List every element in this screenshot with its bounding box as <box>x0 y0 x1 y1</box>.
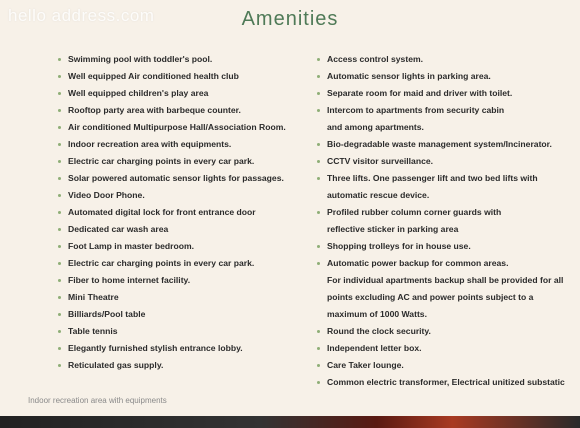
bullet-icon <box>58 296 61 299</box>
bullet-icon <box>58 126 61 129</box>
bullet-icon <box>58 177 61 180</box>
bullet-icon <box>58 58 61 61</box>
list-item: Three lifts. One passenger lift and two bed lifts with <box>315 170 580 187</box>
list-item: Table tennis <box>56 323 306 340</box>
list-item: Reticulated gas supply. <box>56 357 306 374</box>
image-caption: Indoor recreation area with equipments <box>28 396 167 405</box>
bullet-icon <box>317 58 320 61</box>
list-item: Rooftop party area with barbeque counter. <box>56 102 306 119</box>
bullet-icon <box>58 313 61 316</box>
list-item: Solar powered automatic sensor lights for passages. <box>56 170 306 187</box>
list-item: Profiled rubber column corner guards with <box>315 204 580 221</box>
list-item: Automated digital lock for front entrance door <box>56 204 306 221</box>
bullet-icon <box>317 92 320 95</box>
bullet-icon <box>58 262 61 265</box>
bullet-icon <box>58 160 61 163</box>
list-item-continuation: For individual apartments backup shall be provided for all <box>327 275 564 285</box>
bullet-icon <box>317 245 320 248</box>
list-item: Bio-degradable waste management system/Incinerator. <box>315 136 580 153</box>
list-item: Common electric transformer, Electrical unitized substatic <box>315 374 580 391</box>
list-item: Well equipped Air conditioned health club <box>56 68 306 85</box>
bullet-icon <box>58 109 61 112</box>
bullet-icon <box>317 381 320 384</box>
bullet-icon <box>317 160 320 163</box>
bullet-icon <box>317 330 320 333</box>
list-item: Automatic power backup for common areas. <box>315 255 580 272</box>
page-title: Amenities <box>241 8 339 30</box>
list-item: Dedicated car wash area <box>56 221 306 238</box>
list-item: CCTV visitor surveillance. <box>315 153 580 170</box>
bullet-icon <box>58 211 61 214</box>
list-item-continuation: points excluding AC and power points subject to a <box>327 292 534 302</box>
list-item: Independent letter box. <box>315 340 580 357</box>
list-item: Care Taker lounge. <box>315 357 580 374</box>
bullet-icon <box>58 364 61 367</box>
list-item: Foot Lamp in master bedroom. <box>56 238 306 255</box>
bullet-icon <box>317 143 320 146</box>
bullet-icon <box>317 75 320 78</box>
list-item-continuation: maximum of 1000 Watts. <box>327 309 427 319</box>
bullet-icon <box>58 279 61 282</box>
list-item: Intercom to apartments from security cabin <box>315 102 580 119</box>
amenities-list-left <box>56 51 306 374</box>
bullet-icon <box>58 143 61 146</box>
list-item: Electric car charging points in every car park. <box>56 153 306 170</box>
list-item: Billiards/Pool table <box>56 306 306 323</box>
list-item-continuation: and among apartments. <box>327 122 424 132</box>
list-item-continuation: automatic rescue device. <box>327 190 430 200</box>
photo-strip <box>0 416 580 428</box>
bullet-icon <box>317 347 320 350</box>
bullet-icon <box>317 211 320 214</box>
bullet-icon <box>58 330 61 333</box>
list-item: Air conditioned Multipurpose Hall/Association Room. <box>56 119 306 136</box>
bullet-icon <box>58 92 61 95</box>
list-item: Indoor recreation area with equipments. <box>56 136 306 153</box>
list-item: Well equipped children's play area <box>56 85 306 102</box>
bullet-icon <box>58 228 61 231</box>
list-item-continuation: reflective sticker in parking area <box>327 224 459 234</box>
bullet-icon <box>58 245 61 248</box>
list-item: Elegantly furnished stylish entrance lobby. <box>56 340 306 357</box>
bullet-icon <box>317 364 320 367</box>
bullet-icon <box>317 262 320 265</box>
bullet-icon <box>58 75 61 78</box>
list-item: Access control system. <box>315 51 580 68</box>
list-item: Round the clock security. <box>315 323 580 340</box>
list-item: Mini Theatre <box>56 289 306 306</box>
list-item: Video Door Phone. <box>56 187 306 204</box>
bullet-icon <box>317 109 320 112</box>
list-item: Automatic sensor lights in parking area. <box>315 68 580 85</box>
watermark-logo: hello address.com <box>8 6 155 25</box>
bullet-icon <box>58 347 61 350</box>
list-item: Shopping trolleys for in house use. <box>315 238 580 255</box>
list-item: Swimming pool with toddler's pool. <box>56 51 306 68</box>
bullet-icon <box>58 194 61 197</box>
list-item: Fiber to home internet facility. <box>56 272 306 289</box>
bullet-icon <box>317 177 320 180</box>
list-item: Separate room for maid and driver with toilet. <box>315 85 580 102</box>
amenities-list-right <box>315 51 580 391</box>
list-item: Electric car charging points in every car park. <box>56 255 306 272</box>
